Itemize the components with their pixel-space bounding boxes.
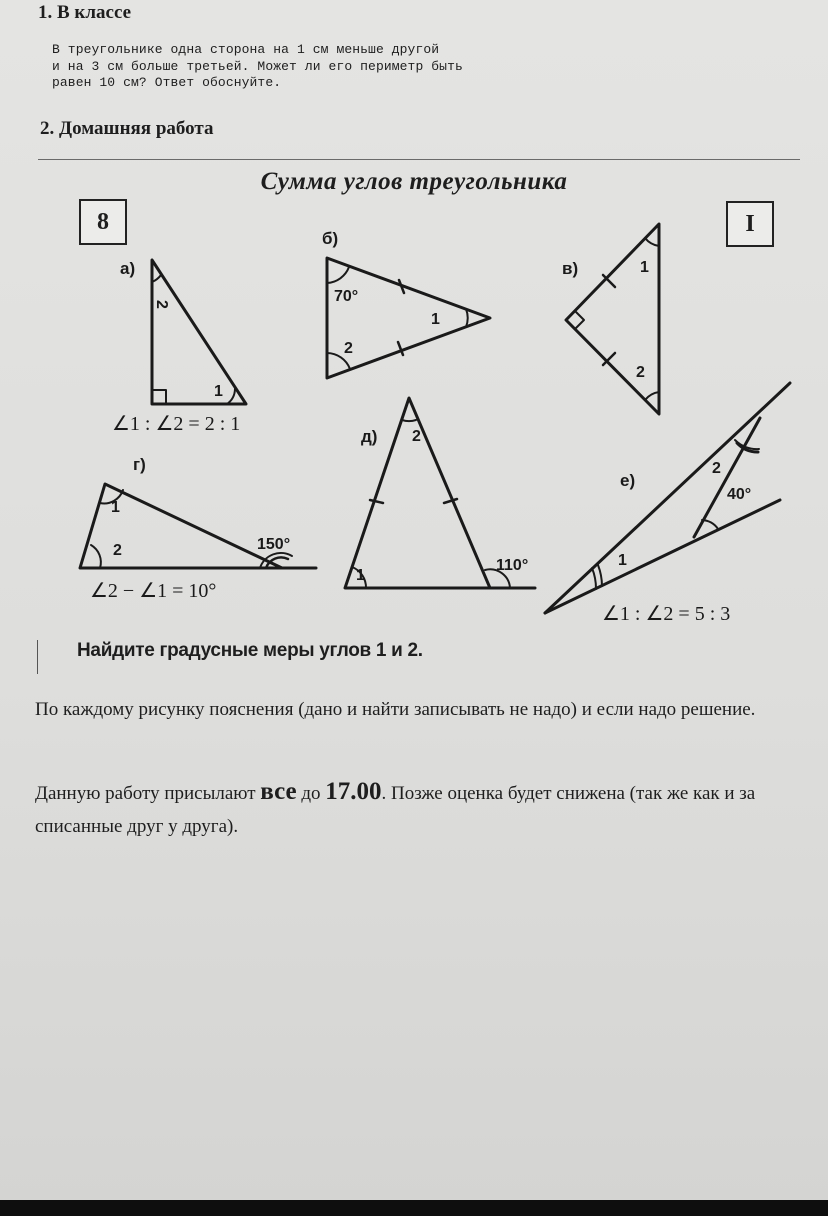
figure-g-label: г) bbox=[133, 455, 146, 474]
variant-box: I bbox=[726, 201, 774, 247]
figure-v-angle1: 1 bbox=[640, 259, 649, 276]
task-line: В треугольнике одна сторона на 1 см меньше другой bbox=[52, 42, 440, 57]
figure-v-angle2: 2 bbox=[636, 364, 645, 381]
figure-b-angle2: 2 bbox=[344, 340, 353, 357]
grade-box: 8 bbox=[79, 199, 127, 245]
figure-a-triangle bbox=[152, 260, 246, 404]
deadline-emphasis-all: все bbox=[260, 778, 297, 805]
figure-e-triangle bbox=[545, 383, 790, 613]
task-line: равен 10 см? Ответ обоснуйте. bbox=[52, 75, 282, 90]
figure-b-given-angle: 70° bbox=[334, 288, 359, 305]
instructions-deadline bbox=[35, 775, 815, 843]
worksheet-title: Сумма углов треугольника bbox=[260, 168, 568, 195]
figure-a-angle2: 2 bbox=[153, 300, 170, 309]
figure-g-condition: ∠2 − ∠1 = 10° bbox=[90, 580, 217, 602]
figure-e-label: е) bbox=[620, 471, 636, 490]
task-line: и на 3 см больше третьей. Может ли его периметр быть bbox=[52, 58, 463, 74]
figure-d-exterior-angle: 110° bbox=[496, 557, 529, 574]
figure-b-angle1: 1 bbox=[431, 311, 440, 328]
worksheet-question: Найдите градусные меры углов 1 и 2. bbox=[77, 640, 423, 661]
section-heading-classwork: 1. В классе bbox=[38, 2, 132, 23]
figure-b-label: б) bbox=[322, 229, 339, 248]
figure-g-angle1: 1 bbox=[111, 499, 120, 516]
section-heading-homework: 2. Домашняя работа bbox=[40, 118, 214, 139]
question-margin-bar bbox=[37, 640, 38, 674]
figure-d-angle2: 2 bbox=[412, 428, 421, 445]
figure-e-angle1: 1 bbox=[618, 552, 627, 569]
figure-g-exterior-angle: 150° bbox=[257, 536, 291, 553]
figure-e-given-angle: 40° bbox=[727, 486, 752, 503]
figure-g-angle2: 2 bbox=[113, 542, 122, 559]
figure-d-label: д) bbox=[361, 427, 378, 446]
deadline-text-end: . Позже оценка будет снижена (так же как и за списанные друг у друга). bbox=[35, 783, 756, 837]
figure-a-label: а) bbox=[120, 259, 136, 278]
deadline-text-mid: до bbox=[296, 783, 326, 804]
deadline-time: 17.00 bbox=[325, 778, 382, 805]
photo-bottom-edge bbox=[0, 1200, 828, 1216]
figure-v-label: в) bbox=[562, 259, 579, 278]
figure-d-angle1: 1 bbox=[356, 567, 365, 584]
instructions-explanation: По каждому рисунку пояснения (дано и найти записывать не надо) и если надо решение. bbox=[35, 699, 756, 720]
figure-a-angle1: 1 bbox=[214, 383, 223, 400]
figure-a-condition: ∠1 : ∠2 = 2 : 1 bbox=[112, 413, 241, 435]
deadline-text-start: Данную работу присылают bbox=[35, 783, 261, 804]
figure-e-angle2: 2 bbox=[712, 460, 721, 477]
figure-e-condition: ∠1 : ∠2 = 5 : 3 bbox=[602, 603, 731, 625]
figure-v-triangle bbox=[566, 224, 659, 414]
figure-b-triangle bbox=[327, 258, 490, 378]
